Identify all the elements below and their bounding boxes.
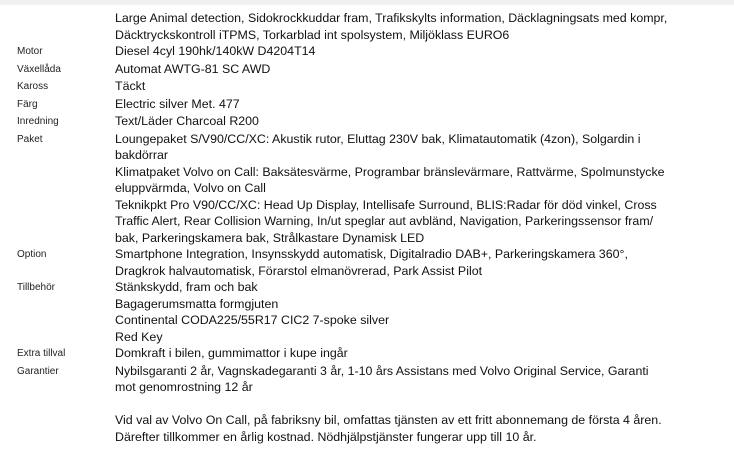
spec-row [0, 279, 734, 345]
spec-row [0, 246, 734, 279]
spec-label: Garantier [17, 365, 59, 377]
spec-value-line: Text/Läder Charcoal R200 [115, 114, 259, 128]
spec-value-line: Bagagerumsmatta formgjuten [115, 296, 279, 311]
spec-row [0, 78, 734, 96]
spec-value-line: Continental CODA225/55R17 CIC2 7-spoke silver [115, 313, 390, 327]
spec-value-line: bakdörrar [115, 148, 169, 162]
spec-value-line: Domkraft i bilen, gummimattor i kupe ingår [115, 346, 348, 360]
spec-row [0, 131, 734, 247]
spec-label: Motor [17, 46, 43, 57]
spec-value-line: Teknikpkt Pro V90/CC/XC: Head Up Display, Intellisafe Surround, BLIS:Radar för död vinkel, Cross [115, 197, 657, 212]
spec-value-line: eluppvärmda, Volvo on Call [115, 181, 266, 195]
spec-row [0, 61, 734, 79]
spec-label: Extra tillval [17, 348, 66, 359]
spec-value [115, 96, 734, 113]
spec-value [115, 345, 734, 362]
spec-label: Kaross [17, 81, 49, 92]
spec-label: Paket [17, 133, 43, 145]
spec-value [115, 43, 734, 60]
spec-value-line: Traffic Alert, Rear Collision Warning, In/ut speglar aut avbländ, Navigation, Parkeringssensor fram/ [115, 214, 654, 228]
top-divider-bar [0, 0, 734, 5]
spec-value-line: bak, Parkeringskamera bak, Strålkastare Dynamisk LED [115, 230, 425, 245]
spec-value-line: Red Key [115, 329, 163, 344]
spec-label: Inredning [17, 116, 59, 127]
spec-row [0, 10, 734, 43]
spec-value [115, 246, 734, 279]
spec-row [0, 345, 734, 363]
spec-label: Option [17, 249, 47, 260]
spec-value [115, 61, 734, 78]
spec-value [115, 363, 734, 446]
spec-value-line: Därefter tillkommer en årlig kostnad. Nödhjälpstjänster fungerar upp till 10 år. [115, 429, 537, 444]
spec-value-line: Large Animal detection, Sidokrockkuddar fram, Trafikskylts information, Däcklagningsats med kompr, [115, 11, 668, 25]
spec-value-line: Klimatpaket Volvo on Call: Baksätesvärme, Programbar bränslevärmare, Rattvärme, Spolmunstycke [115, 164, 665, 179]
spec-value-line: Stänkskydd, fram och bak [115, 280, 258, 294]
spec-label: Växellåda [17, 63, 61, 75]
spec-value-line: Vid val av Volvo On Call, på fabriksny bil, omfattas tjänsten av ett fritt abonnemang de första 4 åren. [115, 413, 662, 427]
spec-value-line: Däcktryckskontroll iTPMS, Torkarblad int spolsystem, Miljöklass EURO6 [115, 27, 510, 42]
spec-value-line: Smartphone Integration, Insynsskydd automatisk, Digitalradio DAB+, Parkeringskamera 360°, [115, 247, 628, 261]
spec-value [115, 279, 734, 345]
spec-row [0, 113, 734, 131]
spec-row [0, 96, 734, 114]
spec-label: Färg [17, 98, 38, 110]
spec-value-line: Electric silver Met. 477 [115, 96, 240, 111]
spec-value [115, 131, 734, 247]
spec-value-line: Automat AWTG-81 SC AWD [115, 61, 271, 76]
spec-value-line: Diesel 4cyl 190hk/140kW D4204T14 [115, 44, 316, 58]
spec-label [0, 10, 115, 11]
spec-row [0, 43, 734, 61]
spec-label: Tillbehör [17, 282, 55, 293]
spec-value-line [115, 396, 720, 413]
spec-value-line: Loungepaket S/V90/CC/XC: Akustik rutor, Eluttag 230V bak, Klimatautomatik (4zon), Solgardin i [115, 131, 641, 146]
spec-value-line: mot genomrostning 12 år [115, 380, 253, 394]
spec-value [115, 10, 734, 43]
spec-value [115, 113, 734, 130]
spec-table [0, 10, 734, 445]
spec-value-line: Nybilsgaranti 2 år, Vagnskadegaranti 3 år, 1-10 års Assistans med Volvo Original Service, Garanti [115, 363, 649, 378]
spec-value-line: Täckt [115, 79, 146, 93]
spec-value-line: Dragkrok halvautomatisk, Förarstol elmanövrerad, Park Assist Pilot [115, 263, 483, 278]
spec-value [115, 78, 734, 95]
spec-row [0, 363, 734, 446]
